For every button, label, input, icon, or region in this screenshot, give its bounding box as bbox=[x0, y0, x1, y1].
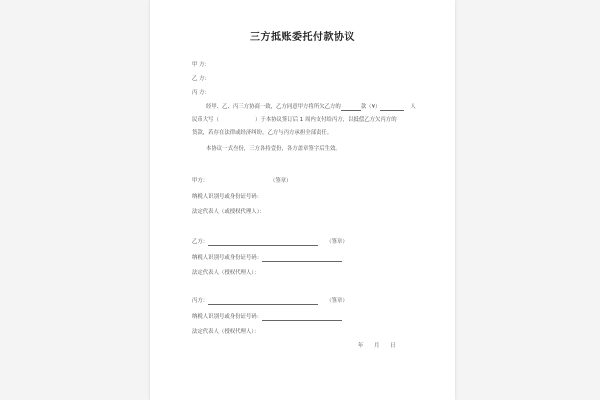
sig-b-tax-id: 纳税人识别号或身份证号码： bbox=[192, 255, 263, 261]
body-line-2-rest: ）于本协议签订后 1 周内支付给丙方，以抵偿乙方欠丙方的 bbox=[254, 117, 397, 123]
sig-c-seal: （签章） bbox=[326, 298, 348, 304]
body-line-1 bbox=[206, 104, 416, 111]
date-year: 年 bbox=[358, 343, 364, 349]
sig-b-label: 乙方： bbox=[192, 239, 209, 245]
body-line-2 bbox=[192, 117, 397, 124]
body-line-2-start: 民币大写（ bbox=[192, 117, 219, 123]
sig-a-rep: 法定代表人（或授权代理人）： bbox=[192, 209, 265, 215]
sig-c-rep: 法定代表人（授权代理人）： bbox=[192, 329, 260, 335]
body-line-3: 货款，若存在法律或经济纠纷，乙方与丙方承担全部责任。 bbox=[192, 130, 333, 136]
sig-b-tax-row bbox=[192, 255, 342, 262]
body-line-1-text: 经甲、乙、丙三方协商一致，乙方同意甲方将所欠乙方的 bbox=[206, 104, 341, 110]
sig-c-tax-blank bbox=[262, 314, 342, 321]
amount-type-blank bbox=[341, 104, 361, 111]
party-c-label: 丙 方： bbox=[192, 90, 210, 96]
sig-a-tax-id: 纳税人识别号或身份证号码： bbox=[192, 194, 263, 200]
party-b-label: 乙 方： bbox=[192, 76, 210, 82]
date-day: 日 bbox=[390, 343, 396, 349]
body-line-1-amount: 款（¥） bbox=[360, 104, 381, 110]
sig-b-row bbox=[192, 239, 348, 246]
body-line-1-end: 人 bbox=[410, 104, 416, 110]
sig-b-seal: （签章） bbox=[326, 239, 348, 245]
sig-c-blank bbox=[208, 298, 318, 305]
sig-b-blank bbox=[208, 239, 318, 246]
document-page bbox=[150, 0, 455, 400]
document-title: 三方抵账委托付款协议 bbox=[250, 32, 355, 43]
sig-a-label: 甲方： bbox=[192, 178, 209, 184]
date-month: 月 bbox=[374, 343, 380, 349]
sig-c-label: 丙方： bbox=[192, 298, 209, 304]
body-line-4: 本协议一式叁份，三方各持壹份，各方盖章签字后生效。 bbox=[206, 146, 341, 152]
party-a-label: 甲 方： bbox=[192, 62, 210, 68]
sig-c-tax-id: 纳税人识别号或身份证号码： bbox=[192, 314, 263, 320]
sig-b-tax-blank bbox=[262, 255, 342, 262]
sig-a-seal: （签章） bbox=[270, 178, 292, 184]
sig-c-row bbox=[192, 298, 348, 305]
amount-blank bbox=[380, 104, 404, 111]
sig-c-tax-row bbox=[192, 314, 342, 321]
sig-b-rep: 法定代表人（授权代理人）： bbox=[192, 270, 260, 276]
